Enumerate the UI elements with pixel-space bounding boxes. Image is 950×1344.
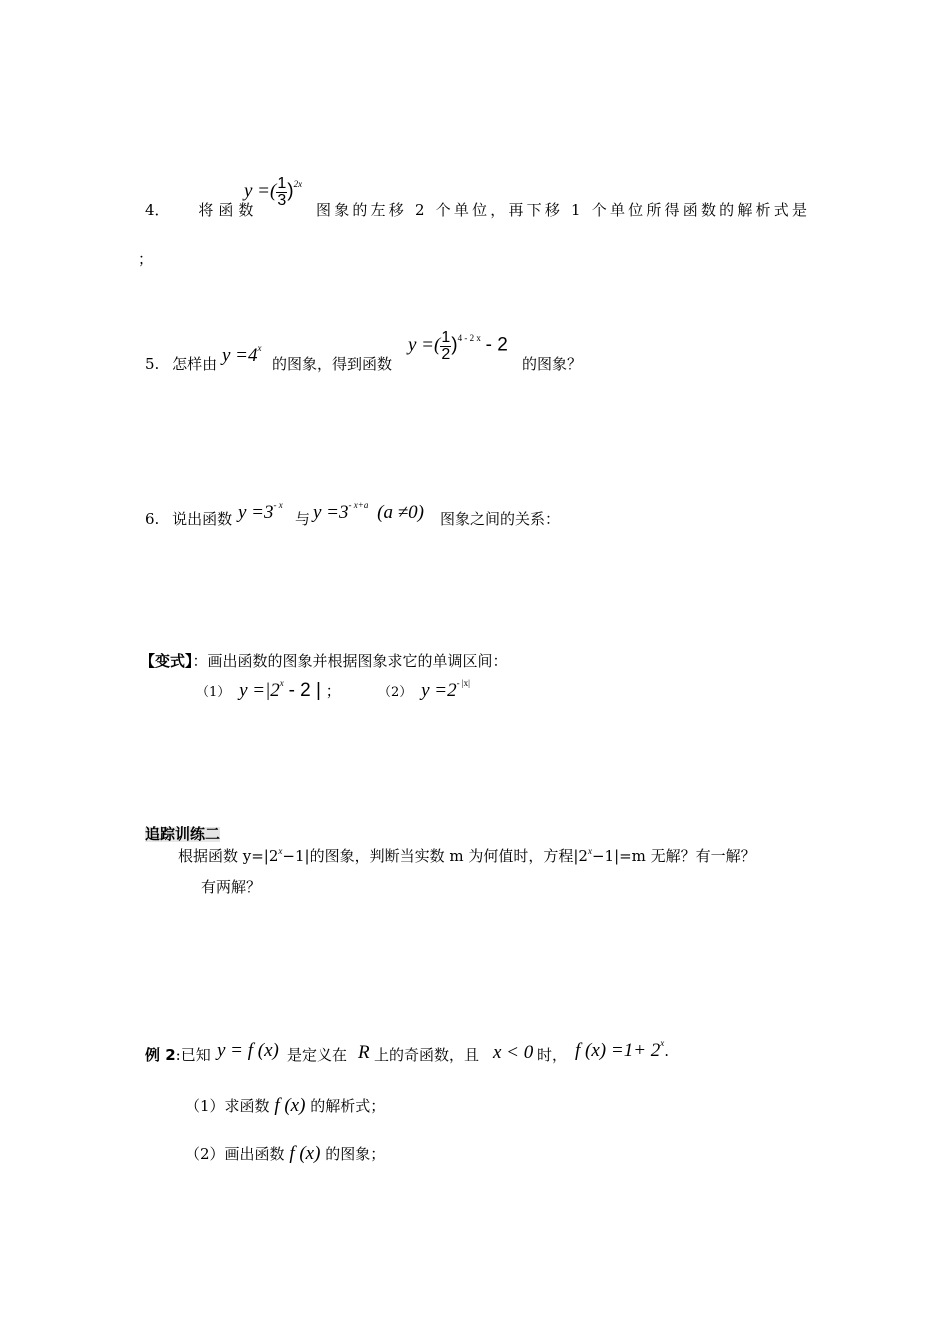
example2-step-2: （2）画出函数 f (x) 的图象； xyxy=(185,1143,386,1164)
variant-text: ：画出函数的图象并根据图象求它的单调区间： xyxy=(192,652,508,670)
example2-mid: 是定义在 xyxy=(287,1046,348,1064)
q5-formula-1: $y =4^x$ xyxy=(222,343,262,366)
q4-post: 图象的左移 2 个单位，再下移 1 个单位所得函数的解析式是 xyxy=(316,201,811,219)
q6-mid: 与 xyxy=(295,510,311,528)
q5-formula-2: y =( $\frac{1}{2}$ )$^{4 - 2 x}$ - 2 xyxy=(408,329,508,363)
q4-fraction: $\frac{1}{3}$ xyxy=(277,175,287,209)
variant-part-1: （1） $y =|2^x - 2$ | ； xyxy=(196,678,341,701)
example2-formula-2: f $(x) =1+ 2^x$. xyxy=(575,1038,670,1061)
q4-formula: y =( $\frac{1}{3}$ )$^{2x}$ xyxy=(244,175,303,209)
example2-mid2: 上的奇函数，且 xyxy=(374,1046,480,1064)
training-line-2: 有两解？ xyxy=(201,878,262,896)
variant-line xyxy=(140,654,508,669)
example2-step-1: （1）求函数 f (x) 的解析式； xyxy=(185,1095,386,1116)
example2-title: 例 2 xyxy=(145,1046,176,1064)
q5-line xyxy=(145,357,217,372)
q6-formula-2: $y =3^{- x+a}$ (a ≠0) xyxy=(313,500,424,523)
example2-mid3: 时， xyxy=(537,1046,568,1064)
example2-cond: x < 0 xyxy=(493,1042,534,1063)
variant-part-2: （2） $y =2^{- |x|}$ xyxy=(378,678,470,701)
example2-formula-1: y = f (x) xyxy=(217,1040,279,1061)
q6-formula-1: $y =3^{- x}$ xyxy=(238,500,283,523)
q4-formula-lhs: y =( xyxy=(244,180,277,202)
q4-semicolon: ； xyxy=(138,250,154,268)
training-title: 追踪训练二 xyxy=(145,825,221,843)
training-line-1: 根据函数 $y=|2^x-1|$的图象，判断当实数 m 为何值时，方程$|2^x-1|=m$ 无解？有一解？ xyxy=(178,846,756,865)
q6-line xyxy=(145,512,232,527)
q4-number: 4． xyxy=(145,201,170,219)
q6-pre: 说出函数 xyxy=(172,510,233,528)
example2-line: 例 2:已知 xyxy=(145,1046,211,1064)
q5-pre: 怎样由 xyxy=(172,355,218,373)
q6-number: 6. xyxy=(145,510,160,528)
q4-pre: 将函数 xyxy=(198,201,259,219)
variant-title: 【变式】 xyxy=(140,652,193,670)
q5-post: 的图象？ xyxy=(522,355,583,373)
q5-number: 5. xyxy=(145,355,160,373)
q5-mid: 的图象，得到函数 xyxy=(272,355,393,373)
example2-R: R xyxy=(358,1042,370,1063)
q4-line xyxy=(145,203,258,218)
q6-post: 图象之间的关系： xyxy=(440,510,561,528)
q4-exponent: 2x xyxy=(293,178,303,189)
q5-fraction: $\frac{1}{2}$ xyxy=(441,329,451,363)
